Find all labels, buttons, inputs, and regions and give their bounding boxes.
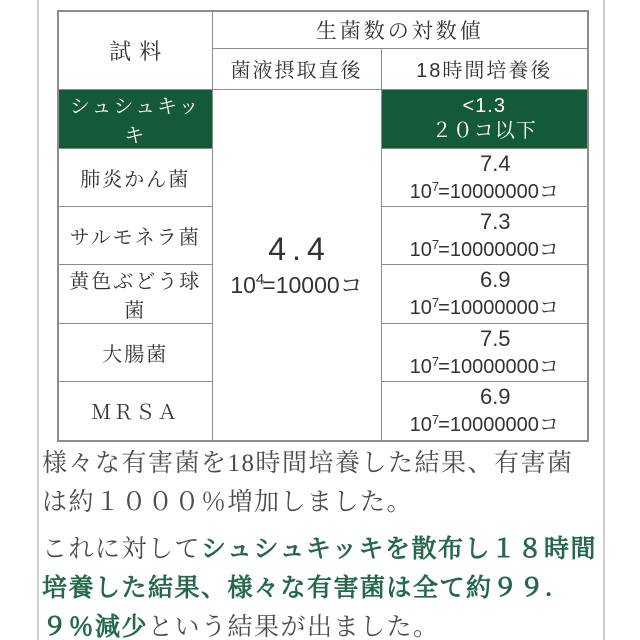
value-cell-after-culture <box>381 264 588 323</box>
value-cell-after-culture <box>381 206 588 264</box>
formula-exponent: 7 <box>431 236 440 252</box>
highlight-value-line2: ２０コ以下 <box>431 119 537 142</box>
count-formula <box>382 234 588 261</box>
value-cell-after-culture <box>381 381 588 441</box>
log-value: 6.9 <box>479 267 511 292</box>
p2-green-highlight: シュシュキッキを散布し１８時間培養した結果、様々な有害菌は全て約９９.９％減少 <box>42 536 598 640</box>
formula-rest: =10000000コ <box>438 238 559 261</box>
value-cell-after-culture <box>381 89 588 148</box>
p2-normal-pre: これに対して <box>42 536 202 563</box>
value-cell-after-culture <box>381 323 588 381</box>
formula-exponent: 4 <box>255 271 265 289</box>
formula-exponent: 7 <box>431 353 440 369</box>
p2-normal-post: という結果が出ました。 <box>148 614 440 640</box>
result-paragraph-1: 様々な有害菌を18時間培養した結果、有害菌は約１０００％増加しました。 <box>42 450 574 516</box>
formula-base: 10 <box>409 414 432 437</box>
col-header-after-18h-culture: 18時間培養後 <box>381 48 588 89</box>
sample-label-cell: 黄色ぶどう球菌 <box>58 264 212 323</box>
formula-rest: =10000000コ <box>438 414 559 437</box>
col-header-immediately-after: 菌液摂取直後 <box>212 48 381 89</box>
log-value: 7.5 <box>479 325 511 351</box>
formula-exponent: 7 <box>431 412 440 428</box>
formula-base: 10 <box>230 272 256 299</box>
result-description <box>42 444 598 640</box>
formula-base: 10 <box>409 238 432 261</box>
page-border-right <box>603 0 605 640</box>
formula-rest: =10000000コ <box>438 297 559 319</box>
log-value: 6.9 <box>479 384 511 410</box>
table-header-row-1 <box>58 11 588 48</box>
result-paragraph-2 <box>42 530 598 640</box>
table-row-shushukikki <box>58 89 588 148</box>
sample-label-cell: ＭＲＳＡ <box>58 381 212 441</box>
sample-label-cell: シュシュキッキ <box>58 89 212 148</box>
formula-rest: =10000コ <box>262 272 363 299</box>
sample-label-cell: 大腸菌 <box>58 323 212 381</box>
highlight-value-line1: <1.3 <box>462 94 506 117</box>
formula-base: 10 <box>409 355 432 378</box>
log-value: 7.3 <box>479 208 511 234</box>
log-value: 7.4 <box>479 150 511 176</box>
col-header-sample: 試料 <box>58 11 212 89</box>
formula-exponent: 7 <box>431 178 440 194</box>
merged-value: 4.4 <box>268 231 331 268</box>
formula-base: 10 <box>409 297 432 319</box>
count-formula <box>382 292 588 319</box>
count-formula <box>382 351 588 378</box>
formula-exponent: 7 <box>431 295 440 310</box>
bacteria-count-table <box>57 10 589 442</box>
formula-rest: =10000000コ <box>438 180 559 203</box>
value-cell-after-culture <box>381 148 588 206</box>
formula-rest: =10000000コ <box>438 355 559 378</box>
value-cell-immediate-merged <box>212 89 381 441</box>
col-header-log-value: 生菌数の対数値 <box>212 11 588 48</box>
count-formula <box>382 176 588 203</box>
sample-label-cell: 肺炎かん菌 <box>58 148 212 206</box>
page-border-left <box>37 0 39 640</box>
merged-formula <box>213 267 381 298</box>
sample-label-cell: サルモネラ菌 <box>58 206 212 264</box>
count-formula <box>382 409 588 436</box>
formula-base: 10 <box>409 180 432 203</box>
